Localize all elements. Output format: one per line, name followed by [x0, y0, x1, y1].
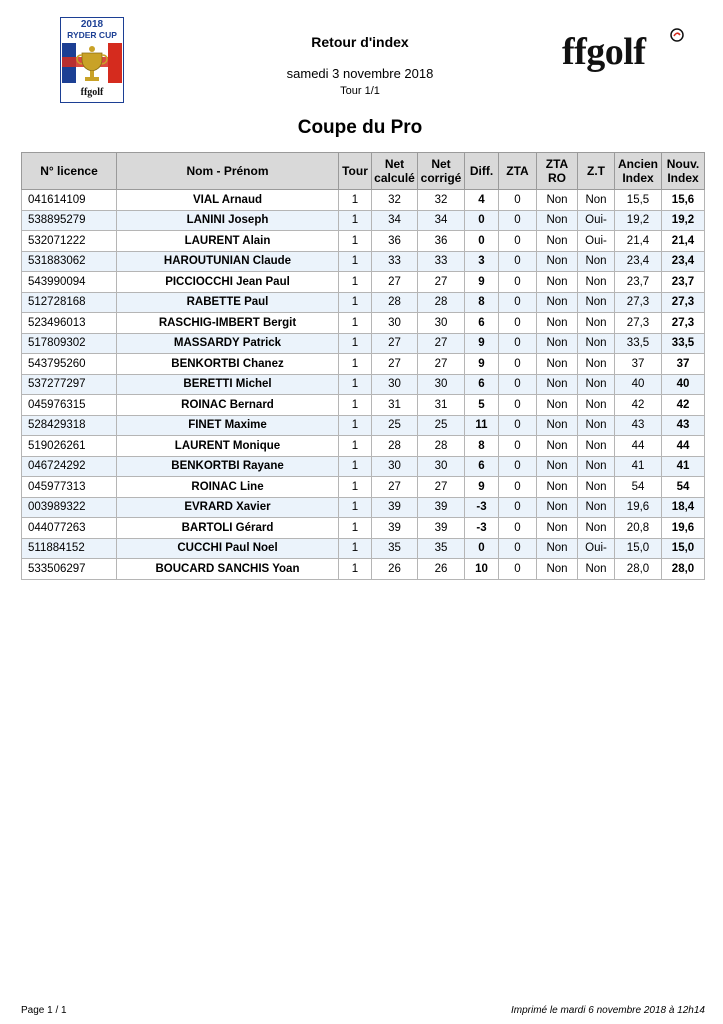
- cell-net-corrige: 27: [418, 354, 465, 375]
- cell-licence: 045977313: [22, 477, 117, 498]
- table-header-row: [22, 153, 705, 190]
- cell-zta: 0: [499, 497, 537, 518]
- table-row: [22, 190, 705, 211]
- cell-licence: 044077263: [22, 518, 117, 539]
- cell-net-calcule: 32: [372, 190, 418, 211]
- table-row: [22, 518, 705, 539]
- cell-diff: 3: [465, 251, 499, 272]
- cell-zta-ro: Non: [537, 456, 578, 477]
- cell-zta-ro: Non: [537, 313, 578, 334]
- cell-licence: 512728168: [22, 292, 117, 313]
- col-net-calcule: Net calculé: [372, 153, 418, 190]
- cell-nouv-index: 54: [662, 477, 705, 498]
- cell-zt: Non: [578, 333, 615, 354]
- cell-licence: 517809302: [22, 333, 117, 354]
- cell-name: PICCIOCCHI Jean Paul: [117, 272, 339, 293]
- table-row: [22, 395, 705, 416]
- cell-zt: Oui-: [578, 210, 615, 231]
- cell-name: LAURENT Alain: [117, 231, 339, 252]
- cell-ancien-index: 23,4: [615, 251, 662, 272]
- cell-zta: 0: [499, 333, 537, 354]
- cell-net-calcule: 28: [372, 292, 418, 313]
- cell-net-calcule: 30: [372, 313, 418, 334]
- table-row: [22, 292, 705, 313]
- cell-net-calcule: 30: [372, 456, 418, 477]
- cell-zt: Non: [578, 559, 615, 580]
- cell-diff: 6: [465, 313, 499, 334]
- cell-diff: 9: [465, 272, 499, 293]
- cell-net-calcule: 27: [372, 477, 418, 498]
- cell-diff: 8: [465, 436, 499, 457]
- cell-zta-ro: Non: [537, 477, 578, 498]
- cell-diff: 0: [465, 210, 499, 231]
- col-diff: Diff.: [465, 153, 499, 190]
- cell-zta-ro: Non: [537, 354, 578, 375]
- col-zta: ZTA: [499, 153, 537, 190]
- cell-licence: 538895279: [22, 210, 117, 231]
- cell-nouv-index: 19,6: [662, 518, 705, 539]
- cell-net-corrige: 31: [418, 395, 465, 416]
- cell-diff: 0: [465, 231, 499, 252]
- cell-net-corrige: 32: [418, 190, 465, 211]
- cell-name: BENKORTBI Rayane: [117, 456, 339, 477]
- cell-zta-ro: Non: [537, 292, 578, 313]
- col-zt: Z.T: [578, 153, 615, 190]
- cell-nouv-index: 28,0: [662, 559, 705, 580]
- cell-net-calcule: 36: [372, 231, 418, 252]
- cell-licence: 532071222: [22, 231, 117, 252]
- cell-name: LANINI Joseph: [117, 210, 339, 231]
- cell-zta: 0: [499, 190, 537, 211]
- cell-ancien-index: 19,6: [615, 497, 662, 518]
- col-net-corrige: Net corrigé: [418, 153, 465, 190]
- ffgolf-logo: [562, 26, 688, 80]
- cell-net-corrige: 28: [418, 292, 465, 313]
- cell-net-calcule: 25: [372, 415, 418, 436]
- report-round: Tour 1/1: [340, 85, 380, 97]
- cell-net-calcule: 31: [372, 395, 418, 416]
- cell-nouv-index: 43: [662, 415, 705, 436]
- table-row: [22, 210, 705, 231]
- cell-zta: 0: [499, 477, 537, 498]
- ryder-cup-logo: [60, 17, 124, 103]
- cell-zta: 0: [499, 251, 537, 272]
- cell-ancien-index: 42: [615, 395, 662, 416]
- cell-licence: 003989322: [22, 497, 117, 518]
- cell-zta-ro: Non: [537, 210, 578, 231]
- cell-name: BERETTI Michel: [117, 374, 339, 395]
- cell-ancien-index: 23,7: [615, 272, 662, 293]
- cell-nouv-index: 42: [662, 395, 705, 416]
- cell-zta-ro: Non: [537, 415, 578, 436]
- table-row: [22, 415, 705, 436]
- cell-tour: 1: [339, 231, 372, 252]
- cell-diff: -3: [465, 497, 499, 518]
- cell-zt: Non: [578, 395, 615, 416]
- cell-licence: 543795260: [22, 354, 117, 375]
- cell-tour: 1: [339, 313, 372, 334]
- cell-nouv-index: 23,4: [662, 251, 705, 272]
- cell-zta-ro: Non: [537, 251, 578, 272]
- cell-zt: Non: [578, 415, 615, 436]
- table-row: [22, 251, 705, 272]
- cell-licence: 511884152: [22, 538, 117, 559]
- col-tour: Tour: [339, 153, 372, 190]
- cell-tour: 1: [339, 210, 372, 231]
- cell-zt: Non: [578, 374, 615, 395]
- cell-zta: 0: [499, 292, 537, 313]
- cell-net-calcule: 39: [372, 518, 418, 539]
- cell-licence: 523496013: [22, 313, 117, 334]
- cell-tour: 1: [339, 190, 372, 211]
- cell-zt: Non: [578, 292, 615, 313]
- cell-diff: 4: [465, 190, 499, 211]
- table-row: [22, 313, 705, 334]
- cell-net-corrige: 39: [418, 497, 465, 518]
- cell-nouv-index: 27,3: [662, 313, 705, 334]
- cell-name: ROINAC Line: [117, 477, 339, 498]
- report-title: Retour d'index: [311, 34, 409, 50]
- report-date: samedi 3 novembre 2018: [286, 66, 434, 81]
- cell-tour: 1: [339, 497, 372, 518]
- table-row: [22, 559, 705, 580]
- logo-year: 2018: [80, 19, 104, 30]
- cell-net-corrige: 28: [418, 436, 465, 457]
- cell-ancien-index: 40: [615, 374, 662, 395]
- cell-nouv-index: 44: [662, 436, 705, 457]
- cell-tour: 1: [339, 333, 372, 354]
- cell-zta-ro: Non: [537, 190, 578, 211]
- col-zta-ro: ZTA RO: [537, 153, 578, 190]
- cell-zt: Oui-: [578, 538, 615, 559]
- cell-zt: Non: [578, 313, 615, 334]
- col-licence: N° licence: [22, 153, 117, 190]
- cell-zt: Non: [578, 477, 615, 498]
- cell-licence: 041614109: [22, 190, 117, 211]
- table-row: [22, 272, 705, 293]
- table-row: [22, 477, 705, 498]
- cell-ancien-index: 41: [615, 456, 662, 477]
- cell-diff: 8: [465, 292, 499, 313]
- cell-name: RABETTE Paul: [117, 292, 339, 313]
- cell-zt: Non: [578, 436, 615, 457]
- cell-name: MASSARDY Patrick: [117, 333, 339, 354]
- cell-zta: 0: [499, 210, 537, 231]
- col-name: Nom - Prénom: [117, 153, 339, 190]
- cell-licence: 528429318: [22, 415, 117, 436]
- cell-diff: 5: [465, 395, 499, 416]
- cell-net-corrige: 34: [418, 210, 465, 231]
- cell-tour: 1: [339, 395, 372, 416]
- cell-zta: 0: [499, 272, 537, 293]
- cell-name: BOUCARD SANCHIS Yoan: [117, 559, 339, 580]
- cell-zta-ro: Non: [537, 436, 578, 457]
- cell-name: VIAL Arnaud: [117, 190, 339, 211]
- cell-nouv-index: 33,5: [662, 333, 705, 354]
- cell-nouv-index: 15,6: [662, 190, 705, 211]
- cell-tour: 1: [339, 292, 372, 313]
- cell-tour: 1: [339, 272, 372, 293]
- cell-zta-ro: Non: [537, 333, 578, 354]
- cell-net-calcule: 33: [372, 251, 418, 272]
- cell-ancien-index: 20,8: [615, 518, 662, 539]
- cell-diff: 9: [465, 354, 499, 375]
- table-row: [22, 436, 705, 457]
- cell-zta: 0: [499, 518, 537, 539]
- cell-nouv-index: 27,3: [662, 292, 705, 313]
- col-ancien-index: Ancien Index: [615, 153, 662, 190]
- cell-zta: 0: [499, 313, 537, 334]
- cell-zt: Non: [578, 518, 615, 539]
- cell-net-corrige: 35: [418, 538, 465, 559]
- cell-net-corrige: 27: [418, 272, 465, 293]
- cell-name: ROINAC Bernard: [117, 395, 339, 416]
- cell-licence: 543990094: [22, 272, 117, 293]
- cell-ancien-index: 33,5: [615, 333, 662, 354]
- cell-zta: 0: [499, 436, 537, 457]
- cell-zta-ro: Non: [537, 395, 578, 416]
- cell-zta-ro: Non: [537, 231, 578, 252]
- cell-net-calcule: 35: [372, 538, 418, 559]
- cell-zta-ro: Non: [537, 374, 578, 395]
- cell-nouv-index: 15,0: [662, 538, 705, 559]
- cell-licence: 537277297: [22, 374, 117, 395]
- cell-nouv-index: 21,4: [662, 231, 705, 252]
- cell-zt: Non: [578, 272, 615, 293]
- cell-ancien-index: 21,4: [615, 231, 662, 252]
- cell-zta: 0: [499, 374, 537, 395]
- cell-tour: 1: [339, 251, 372, 272]
- cell-ancien-index: 27,3: [615, 292, 662, 313]
- logo-event: RYDER CUP: [67, 30, 117, 40]
- cell-net-corrige: 39: [418, 518, 465, 539]
- cell-zt: Oui-: [578, 231, 615, 252]
- cell-ancien-index: 15,5: [615, 190, 662, 211]
- cell-zta: 0: [499, 538, 537, 559]
- table-body: [22, 190, 705, 580]
- table-row: [22, 333, 705, 354]
- cell-name: HAROUTUNIAN Claude: [117, 251, 339, 272]
- cell-tour: 1: [339, 415, 372, 436]
- cell-diff: -3: [465, 518, 499, 539]
- cell-name: FINET Maxime: [117, 415, 339, 436]
- cell-net-corrige: 30: [418, 313, 465, 334]
- cell-ancien-index: 28,0: [615, 559, 662, 580]
- cell-ancien-index: 44: [615, 436, 662, 457]
- cell-zta-ro: Non: [537, 497, 578, 518]
- cell-diff: 6: [465, 456, 499, 477]
- cell-net-calcule: 30: [372, 374, 418, 395]
- cell-net-calcule: 34: [372, 210, 418, 231]
- ffgolf-wordmark: ffgolf: [562, 31, 646, 73]
- page-number: Page 1 / 1: [21, 1005, 67, 1016]
- competition-title: Coupe du Pro: [297, 117, 423, 138]
- cell-zt: Non: [578, 497, 615, 518]
- cell-ancien-index: 15,0: [615, 538, 662, 559]
- results-table: [21, 152, 705, 580]
- table-row: [22, 456, 705, 477]
- cell-zta-ro: Non: [537, 538, 578, 559]
- cell-net-corrige: 26: [418, 559, 465, 580]
- col-nouv-index: Nouv. Index: [662, 153, 705, 190]
- cell-nouv-index: 18,4: [662, 497, 705, 518]
- cell-nouv-index: 23,7: [662, 272, 705, 293]
- cell-nouv-index: 40: [662, 374, 705, 395]
- cell-name: CUCCHI Paul Noel: [117, 538, 339, 559]
- cell-zta-ro: Non: [537, 559, 578, 580]
- cell-diff: 0: [465, 538, 499, 559]
- cell-zt: Non: [578, 190, 615, 211]
- cell-licence: 533506297: [22, 559, 117, 580]
- cell-ancien-index: 19,2: [615, 210, 662, 231]
- cell-zta: 0: [499, 231, 537, 252]
- cell-ancien-index: 27,3: [615, 313, 662, 334]
- cell-licence: 519026261: [22, 436, 117, 457]
- cell-net-calcule: 27: [372, 333, 418, 354]
- cell-ancien-index: 37: [615, 354, 662, 375]
- golf-ball-icon: [670, 28, 684, 42]
- cell-licence: 531883062: [22, 251, 117, 272]
- cell-tour: 1: [339, 518, 372, 539]
- cell-net-corrige: 30: [418, 374, 465, 395]
- table-row: [22, 497, 705, 518]
- cell-name: RASCHIG-IMBERT Bergit: [117, 313, 339, 334]
- cell-net-corrige: 27: [418, 333, 465, 354]
- cell-name: BARTOLI Gérard: [117, 518, 339, 539]
- cell-diff: 9: [465, 333, 499, 354]
- cell-net-calcule: 39: [372, 497, 418, 518]
- cell-tour: 1: [339, 477, 372, 498]
- cell-tour: 1: [339, 374, 372, 395]
- cell-zt: Non: [578, 354, 615, 375]
- cell-zt: Non: [578, 456, 615, 477]
- cell-nouv-index: 37: [662, 354, 705, 375]
- cell-name: LAURENT Monique: [117, 436, 339, 457]
- table-row: [22, 231, 705, 252]
- cell-tour: 1: [339, 436, 372, 457]
- cell-name: EVRARD Xavier: [117, 497, 339, 518]
- cell-diff: 10: [465, 559, 499, 580]
- cell-licence: 046724292: [22, 456, 117, 477]
- cell-net-corrige: 25: [418, 415, 465, 436]
- cell-net-calcule: 27: [372, 272, 418, 293]
- cell-tour: 1: [339, 354, 372, 375]
- cell-net-corrige: 27: [418, 477, 465, 498]
- cell-net-corrige: 36: [418, 231, 465, 252]
- cell-diff: 11: [465, 415, 499, 436]
- cell-zt: Non: [578, 251, 615, 272]
- cell-ancien-index: 54: [615, 477, 662, 498]
- cell-ancien-index: 43: [615, 415, 662, 436]
- table-row: [22, 354, 705, 375]
- cell-net-corrige: 33: [418, 251, 465, 272]
- cell-licence: 045976315: [22, 395, 117, 416]
- cell-net-calcule: 28: [372, 436, 418, 457]
- cell-zta: 0: [499, 559, 537, 580]
- cell-tour: 1: [339, 538, 372, 559]
- logo-brand: ffgolf: [80, 87, 104, 98]
- cell-zta-ro: Non: [537, 272, 578, 293]
- cell-nouv-index: 19,2: [662, 210, 705, 231]
- cell-diff: 6: [465, 374, 499, 395]
- cell-name: BENKORTBI Chanez: [117, 354, 339, 375]
- cell-diff: 9: [465, 477, 499, 498]
- table-row: [22, 538, 705, 559]
- cell-zta-ro: Non: [537, 518, 578, 539]
- cell-tour: 1: [339, 456, 372, 477]
- cell-net-calcule: 26: [372, 559, 418, 580]
- cell-zta: 0: [499, 415, 537, 436]
- table-row: [22, 374, 705, 395]
- cell-net-corrige: 30: [418, 456, 465, 477]
- cell-tour: 1: [339, 559, 372, 580]
- cell-net-calcule: 27: [372, 354, 418, 375]
- print-timestamp: Imprimé le mardi 6 novembre 2018 à 12h14: [511, 1005, 705, 1016]
- cell-zta: 0: [499, 395, 537, 416]
- cell-nouv-index: 41: [662, 456, 705, 477]
- cell-zta: 0: [499, 354, 537, 375]
- cell-zta: 0: [499, 456, 537, 477]
